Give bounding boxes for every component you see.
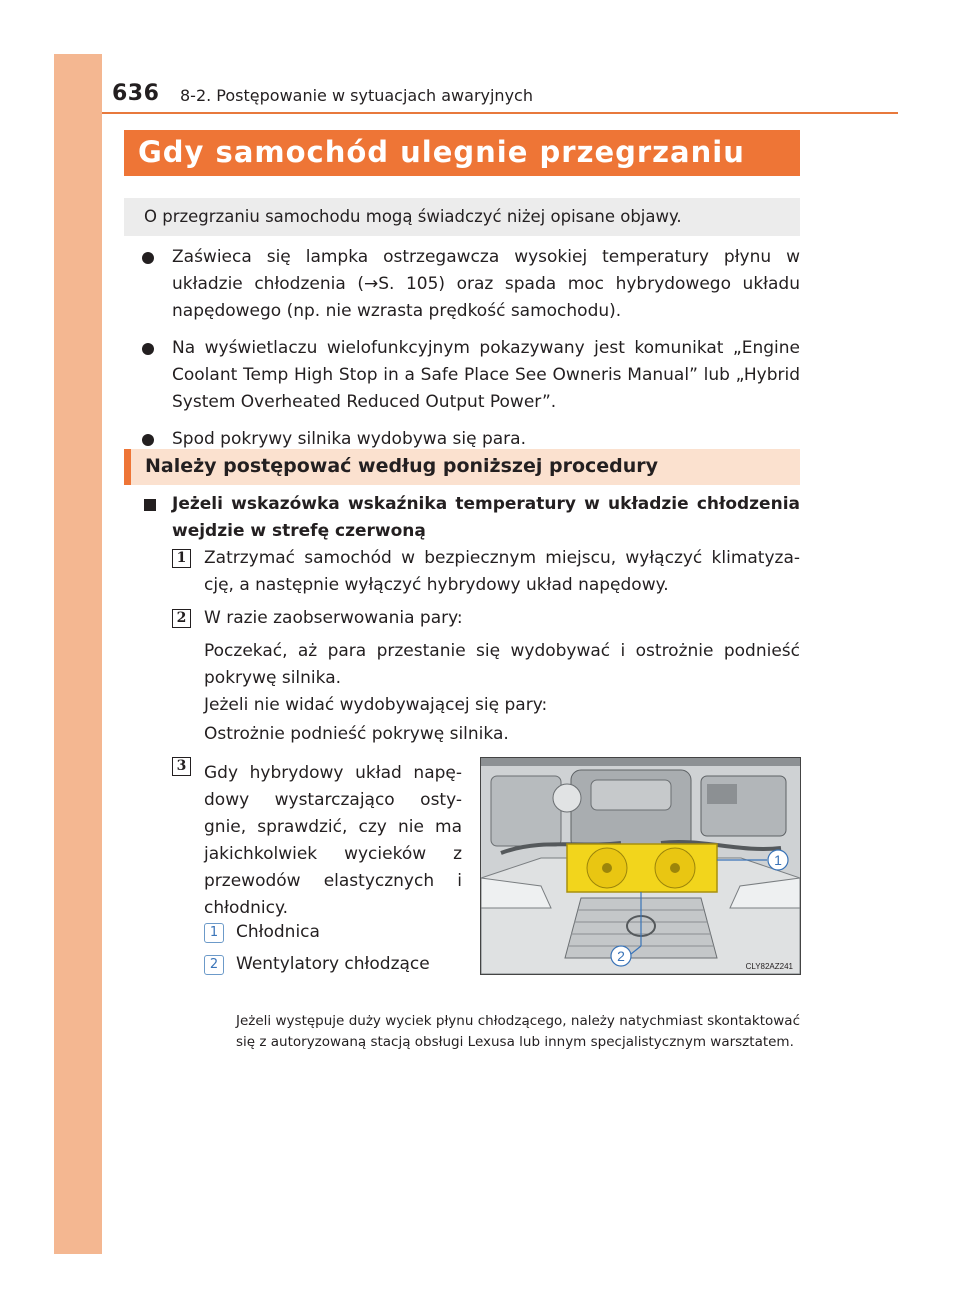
symptom-item — [128, 335, 800, 416]
bullet-icon — [142, 434, 154, 446]
callout-2-label: 2 — [617, 948, 625, 964]
step-2-line-4: Ostrożnie podnieść pokrywę silnika. — [204, 724, 509, 744]
step-number-2: 2 — [172, 609, 191, 628]
symptom-list — [128, 244, 800, 463]
title-banner — [124, 130, 800, 176]
step-2-line-3: Jeżeli nie widać wydobywającej się pary: — [204, 695, 548, 715]
symptom-text: Spod pokrywy silnika wydobywa się para. — [172, 429, 526, 449]
step-2-line-1: W razie zaobserwowania pary: — [204, 608, 463, 628]
condition-text: Jeżeli wskazówka wskaźnika temperatury w układzie chłodzenia wejdzie w strefę czerwoną — [172, 494, 800, 541]
procedure-heading-text: Należy postępować według poniższej procedury — [145, 455, 659, 477]
intro-box — [124, 198, 800, 236]
bullet-icon — [142, 252, 154, 264]
condition-heading — [144, 491, 800, 545]
step-number-1: 1 — [172, 549, 191, 568]
square-bullet-icon — [144, 499, 156, 511]
header-rule — [102, 112, 898, 114]
legend-label-2: Wentylatory chłodzące — [236, 954, 430, 974]
callout-1-label: 1 — [774, 852, 782, 868]
leak-note: Jeżeli występuje duży wyciek płynu chłodzącego, należy natychmiast skontaktować się z autoryzowaną stacją obsługi Lexusa lub innym specjalistycznym warsztatem. — [236, 1013, 800, 1050]
symptom-text: Na wyświetlaczu wielofunkcyjnym pokazywany jest komunikat „Engine Coolant Temp High Stop in a Safe Place See Owneris Manual” lub „Hybrid System Overheated Reduced Output Power”. — [172, 338, 800, 412]
engine-bay-figure — [480, 757, 801, 975]
legend-label-1: Chłodnica — [236, 922, 320, 942]
step-3-text: Gdy hybrydowy układ napę-dowy wystarczająco osty-gnie, sprawdzić, czy nie ma jakichkolwiek wycieków z przewodów elastycznych i chłodnicy. — [204, 763, 462, 918]
intro-text: O przegrzaniu samochodu mogą świadczyć niżej opisane objawy. — [144, 207, 682, 226]
symptom-item — [128, 244, 800, 325]
figure-code: CLY82AZ241 — [745, 962, 793, 971]
side-tab-bar — [54, 54, 102, 1254]
legend-number-1: 1 — [204, 923, 224, 943]
step-number-3: 3 — [172, 757, 191, 776]
symptom-text: Zaświeca się lampka ostrzegawcza wysokiej temperatury płynu w układzie chłodzenia (→S. 105) oraz spada moc hybrydowego układu napędowego (np. nie wzrasta prędkość samochodu). — [172, 247, 800, 321]
step-2-line-2: Poczekać, aż para przestanie się wydobywać i ostrożnie podnieść pokrywę silnika. — [204, 641, 800, 688]
running-head: 8-2. Postępowanie w sytuacjach awaryjnych — [180, 86, 533, 105]
page-title: Gdy samochód ulegnie przegrzaniu — [138, 135, 745, 169]
bullet-icon — [142, 343, 154, 355]
page-number: 636 — [112, 81, 160, 106]
step-1-text: Zatrzymać samochód w bezpiecznym miejscu, wyłączyć klimatyza-cję, a następnie wyłączyć hybrydowy układ napędowy. — [204, 548, 800, 595]
procedure-heading — [124, 449, 800, 485]
legend-number-2: 2 — [204, 955, 224, 975]
